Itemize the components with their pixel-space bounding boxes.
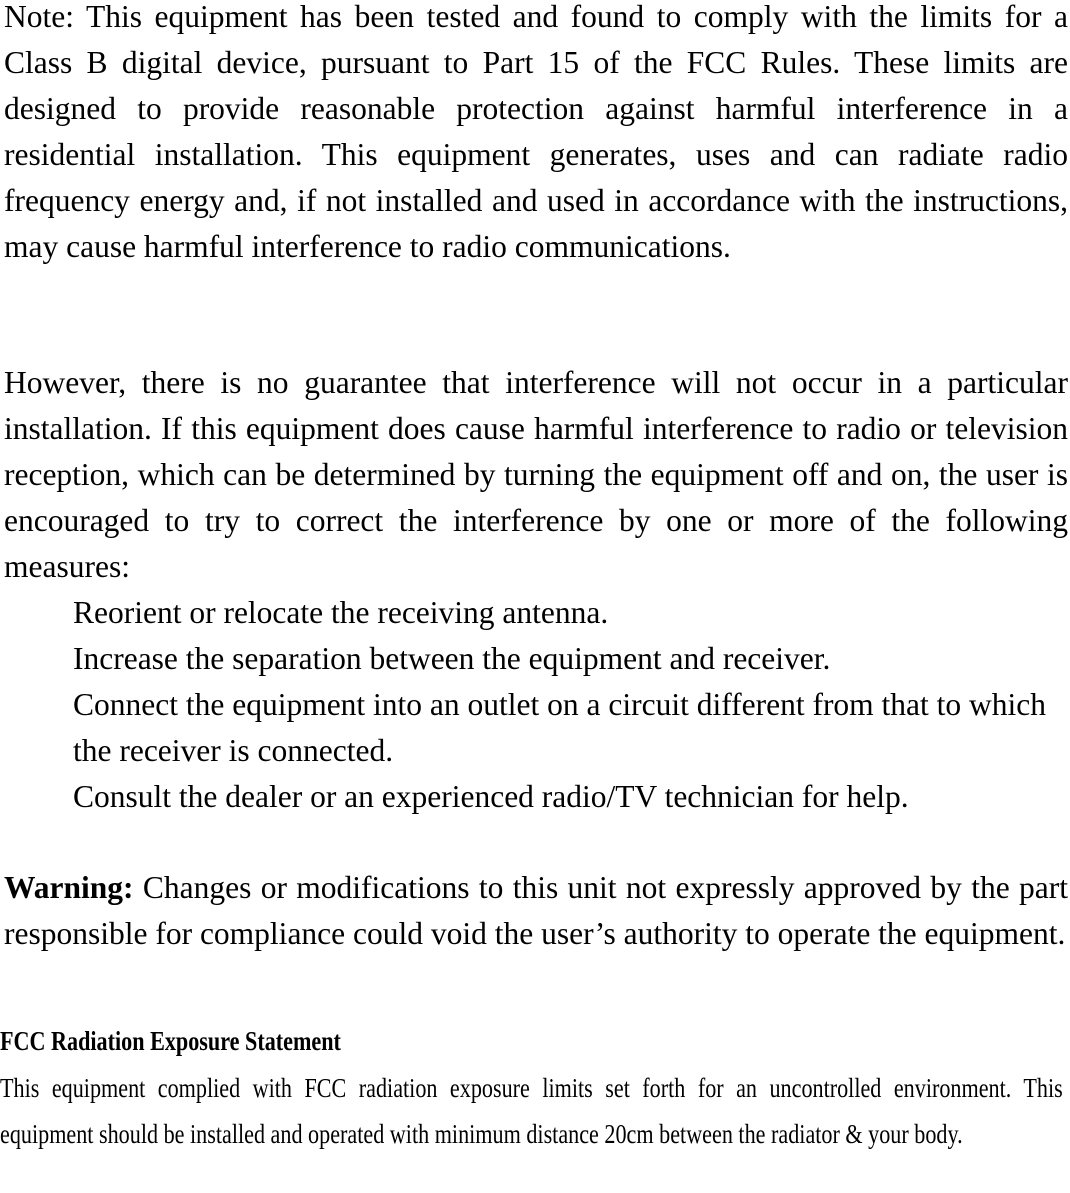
- warning-text: Changes or modifications to this unit not expressly approved by the part responsible for compliance could void the user’s authority to operate the equipment.: [4, 870, 1068, 951]
- warning-paragraph: [4, 865, 1068, 957]
- measure-item: Connect the equipment into an outlet on a circuit different from that to which the receiver is connected.: [73, 687, 1047, 768]
- warning-label: Warning:: [4, 870, 134, 905]
- measures-list: [73, 590, 1068, 820]
- radiation-exposure-heading: FCC Radiation Exposure Statement: [0, 1026, 341, 1056]
- measure-item: Increase the separation between the equipment and receiver.: [73, 641, 831, 676]
- fcc-note-paragraph: Note: This equipment has been tested and found to comply with the limits for a Class B digital device, pursuant to Part 15 of the FCC Rules. These limits are designed to provide reasonable protection against harmful interference in a residential installation. This equipment generates, uses and can radiate radio frequency energy and, if not installed and used in accordance with the instructions, may cause harmful interference to radio communications.: [4, 0, 1068, 264]
- measure-item: Consult the dealer or an experienced radio/TV technician for help.: [73, 779, 909, 814]
- radiation-exposure-text: This equipment complied with FCC radiation exposure limits set forth for an uncontrolled environment. This equipment should be installed and operated with minimum distance 20cm between the radiator & your body.: [0, 1073, 1063, 1149]
- measure-item: Reorient or relocate the receiving antenna.: [73, 595, 609, 630]
- interference-paragraph: However, there is no guarantee that interference will not occur in a particular installation. If this equipment does cause harmful interference to radio or television reception, which can be determined by turning the equipment off and on, the user is encouraged to try to correct the interference by one or more of the following measures:: [4, 365, 1068, 584]
